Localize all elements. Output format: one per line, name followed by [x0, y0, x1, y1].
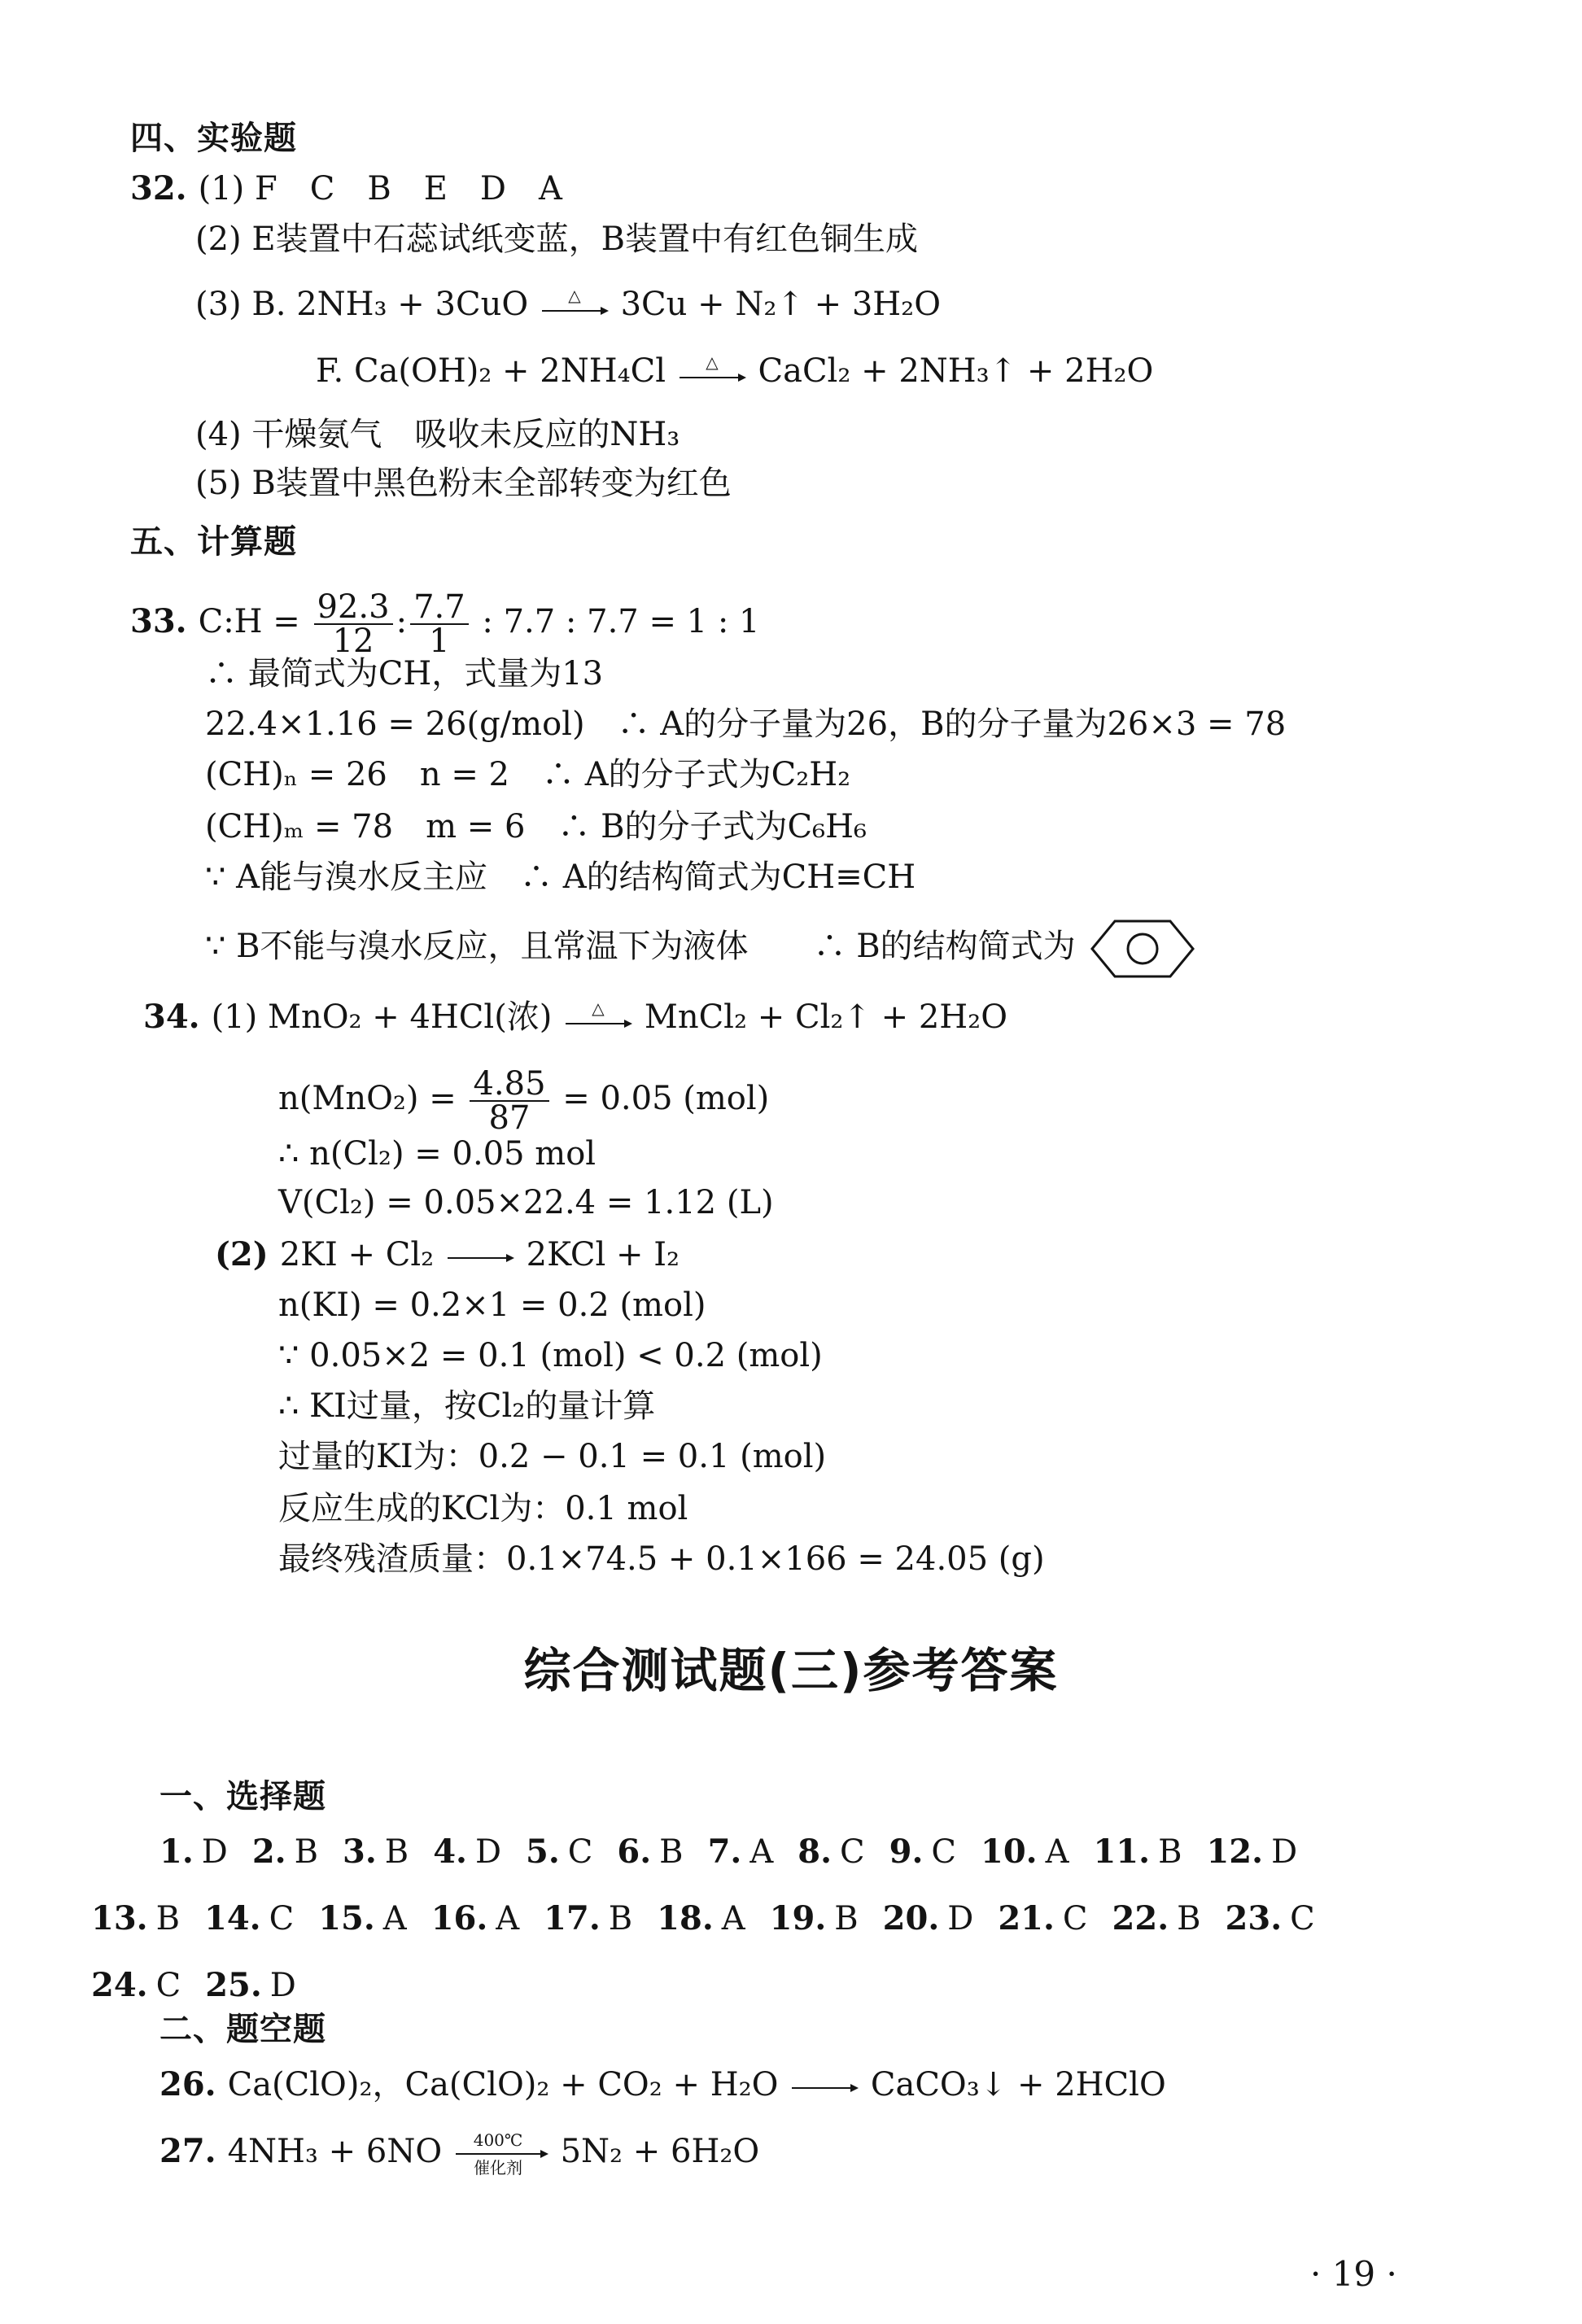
- q34-part2-equation: [215, 1232, 680, 1278]
- q34-line6: n(KI) = 0.2×1 = 0.2 (mol): [278, 1286, 706, 1324]
- answer-choice: D: [269, 1967, 296, 2004]
- q34-part1-label: (1): [211, 998, 258, 1036]
- answer-choice: D: [1271, 1833, 1298, 1871]
- q33-fraction-h: [410, 588, 469, 660]
- answer-choice: A: [1045, 1833, 1069, 1871]
- fraction-denominator: 12: [332, 622, 374, 660]
- q34-moles-suffix: = 0.05 (mol): [562, 1080, 770, 1117]
- answer-item: [205, 1963, 296, 2008]
- q27-condition-catalyst: 催化剂: [473, 2158, 522, 2178]
- answer-number: 15.: [318, 1899, 375, 1937]
- answer-choice: B: [1158, 1833, 1182, 1871]
- q33-line5: (CH)ₘ = 78 m = 6 ∴ B的分子式为C₆H₆: [205, 808, 867, 845]
- q27-lhs: 4NH₃ + 6NO: [227, 2133, 443, 2170]
- q34-line10: 反应生成的KCl为：0.1 mol: [278, 1490, 688, 1527]
- answer-item: [708, 1829, 774, 1875]
- answer-item: [770, 1896, 859, 1942]
- answer-choice: B: [608, 1900, 633, 1937]
- answer-item: [617, 1829, 683, 1875]
- q33-line7-text: ∵ B不能与溴水反应，且常温下为液体 ∴ B的结构简式为: [205, 928, 1076, 965]
- answer-item: [883, 1896, 974, 1942]
- fraction-denominator: 87: [488, 1099, 531, 1137]
- q33-number: 33.: [130, 602, 187, 640]
- answer-item: [343, 1829, 409, 1875]
- answer-number: 25.: [205, 1966, 262, 2004]
- q33-ratio: 33. C:H = $\frac{92.3}{12}$ : $\frac{7.7}{1}$ : 7.7 : 7.7 = 1 : 1: [130, 588, 760, 660]
- answer-number: 18.: [657, 1899, 714, 1937]
- q32-part2: (2) E装置中石蕊试纸变蓝，B装置中有红色铜生成: [195, 221, 918, 258]
- answer-number: 24.: [91, 1966, 148, 2004]
- answer-number: 1.: [160, 1833, 194, 1871]
- answer-number: 2.: [251, 1833, 286, 1871]
- q34-part1-lhs: MnO₂ + 4HCl(浓): [267, 998, 553, 1036]
- reaction-arrow-icon: [444, 1237, 516, 1278]
- q32-part3-label: (3) B.: [195, 286, 286, 323]
- answer-item: [431, 1896, 519, 1942]
- fraction-numerator: 4.85: [470, 1068, 548, 1102]
- heating-arrow-icon: [562, 999, 634, 1040]
- q33-line4: (CH)ₙ = 26 n = 2 ∴ A的分子式为C₂H₂: [205, 756, 851, 793]
- answer-number: 6.: [617, 1833, 652, 1871]
- answer-number: 4.: [433, 1833, 467, 1871]
- page-title: 综合测试题(三)参考答案: [523, 1643, 1059, 1698]
- q27-equation: [160, 2129, 759, 2178]
- q34-part1-rhs: MnCl₂ + Cl₂↑ + 2H₂O: [644, 998, 1008, 1036]
- answer-item: [204, 1896, 294, 1942]
- q32-part5: (5) B装置中黑色粉末全部转变为红色: [195, 465, 732, 502]
- answer-number: 14.: [204, 1899, 261, 1937]
- answer-item: [1206, 1829, 1297, 1875]
- answer-choice: D: [201, 1833, 228, 1871]
- q33-ratio-suffix: : 7.7 : 7.7 = 1 : 1: [482, 603, 760, 640]
- answer-number: 5.: [526, 1833, 560, 1871]
- answer-number: 9.: [889, 1833, 924, 1871]
- answer-item: [433, 1829, 501, 1875]
- answer-choice: B: [294, 1833, 319, 1871]
- section-title-experiment: 四、实验题: [130, 120, 297, 157]
- q33-line6: ∵ A能与溴水反主应 ∴ A的结构简式为CH≡CH: [205, 858, 916, 896]
- q32-part3-equation-b: [195, 282, 941, 327]
- fraction-denominator: 1: [429, 622, 450, 660]
- q34-number: 34.: [143, 998, 200, 1036]
- answer-choice: A: [382, 1900, 407, 1937]
- q34-part2-label: (2): [215, 1235, 269, 1273]
- benzene-ring-icon: [1086, 916, 1200, 981]
- heating-arrow-icon: [676, 353, 748, 394]
- q34-line7: ∵ 0.05×2 = 0.1 (mol) < 0.2 (mol): [278, 1337, 823, 1374]
- q34-part2-lhs: 2KI + Cl₂: [279, 1236, 435, 1273]
- q27-rhs: 5N₂ + 6H₂O: [560, 2133, 760, 2170]
- answer-choice: B: [155, 1900, 180, 1937]
- q26-number: 26.: [160, 2065, 216, 2103]
- q33-line2: ∴ 最简式为CH，式量为13: [205, 655, 604, 692]
- q32-part3f-rhs: CaCl₂ + 2NH₃↑ + 2H₂O: [758, 352, 1154, 390]
- q32-part3-equation-f: [316, 348, 1153, 394]
- q32-part1: [130, 166, 562, 212]
- q34-fraction: [470, 1065, 548, 1137]
- answer-choice: B: [834, 1900, 859, 1937]
- q34-part1-condition: △: [592, 999, 605, 1018]
- fraction-numerator: 92.3: [314, 591, 393, 625]
- answer-item: [889, 1829, 956, 1875]
- answer-number: 19.: [769, 1899, 827, 1937]
- answer-number: 16.: [430, 1899, 488, 1937]
- q34-line9: 过量的KI为：0.2 − 0.1 = 0.1 (mol): [278, 1438, 827, 1475]
- q26-lhs: Ca(ClO)₂，Ca(ClO)₂ + CO₂ + H₂O: [227, 2066, 779, 2103]
- q33-fraction-c: [314, 588, 393, 660]
- answer-choice: D: [947, 1900, 974, 1937]
- section-title-choice: 一、选择题: [160, 1778, 326, 1815]
- q34-line4: V(Cl₂) = 0.05×22.4 = 1.12 (L): [278, 1184, 774, 1221]
- answer-item: [981, 1829, 1069, 1875]
- answer-item: [318, 1896, 406, 1942]
- q32-part3-rhs: 3Cu + N₂↑ + 3H₂O: [620, 286, 941, 323]
- answer-choice: B: [1177, 1900, 1201, 1937]
- answer-item: [657, 1896, 745, 1942]
- q33-ratio-prefix: C:H =: [198, 603, 300, 640]
- answer-choice: B: [659, 1833, 684, 1871]
- answer-number: 13.: [91, 1899, 148, 1937]
- q32-part4: (4) 干燥氨气 吸收未反应的NH₃: [195, 416, 680, 453]
- q33-line7: [205, 916, 1200, 981]
- answer-choice: A: [496, 1900, 520, 1937]
- answers-row-1: [160, 1829, 1322, 1875]
- answer-choice: B: [384, 1833, 409, 1871]
- answer-choice: A: [749, 1833, 774, 1871]
- answer-choice: C: [1062, 1900, 1088, 1937]
- reaction-arrow-icon: [789, 2067, 860, 2108]
- answer-item: [526, 1829, 592, 1875]
- answer-choice: C: [269, 1900, 295, 1937]
- answer-number: 3.: [343, 1833, 377, 1871]
- answer-choice: C: [155, 1967, 181, 2004]
- answer-number: 20.: [882, 1899, 940, 1937]
- answer-number: 11.: [1093, 1833, 1151, 1871]
- q26-equation: [160, 2062, 1166, 2108]
- answers-row-2: [91, 1896, 1339, 1942]
- q34-line11: 最终残渣质量：0.1×74.5 + 0.1×166 = 24.05 (g): [278, 1540, 1045, 1578]
- q32-part1-text: (1) F C B E D A: [198, 170, 562, 208]
- answer-item: [1112, 1896, 1201, 1942]
- answer-item: [798, 1829, 864, 1875]
- answer-item: [160, 1829, 228, 1875]
- q32-part3-condition: △: [568, 286, 581, 305]
- q34-line3: ∴ n(Cl₂) = 0.05 mol: [278, 1135, 597, 1173]
- section-title-fill-blank: 二、题空题: [160, 2011, 326, 2048]
- answer-number: 10.: [980, 1833, 1038, 1871]
- answer-number: 8.: [798, 1833, 832, 1871]
- answer-number: 7.: [707, 1833, 742, 1871]
- q33-line3: 22.4×1.16 = 26(g/mol) ∴ A的分子量为26，B的分子量为26×3 = 78: [205, 706, 1287, 743]
- answer-choice: C: [840, 1833, 865, 1871]
- answer-number: 23.: [1225, 1899, 1283, 1937]
- answer-item: [1226, 1896, 1315, 1942]
- answer-item: [91, 1963, 181, 2008]
- answer-item: [1093, 1829, 1182, 1875]
- q27-condition-temperature: 400℃: [473, 2130, 523, 2150]
- answer-number: 22.: [1112, 1899, 1169, 1937]
- q32-number: 32.: [130, 169, 187, 208]
- answer-choice: C: [567, 1833, 593, 1871]
- answer-item: [544, 1896, 632, 1942]
- answer-number: 12.: [1206, 1833, 1264, 1871]
- answer-item: [252, 1829, 318, 1875]
- q34-part1-equation: [143, 994, 1007, 1040]
- answer-number: 17.: [544, 1899, 601, 1937]
- answer-choice: A: [721, 1900, 745, 1937]
- q27-number: 27.: [160, 2132, 216, 2170]
- answer-choice: D: [474, 1833, 502, 1871]
- heating-arrow-icon: [539, 286, 610, 327]
- q32-part3f-condition: △: [706, 353, 719, 372]
- answers-row-3: [91, 1963, 321, 2008]
- answer-choice: C: [1290, 1900, 1315, 1937]
- section-title-calculation: 五、计算题: [130, 523, 297, 561]
- q32-part3-lhs: 2NH₃ + 3CuO: [296, 286, 529, 323]
- q34-moles-mno2: [278, 1065, 770, 1137]
- catalyst-arrow-icon: [452, 2130, 550, 2178]
- q26-rhs: CaCO₃↓ + 2HClO: [870, 2066, 1166, 2103]
- fraction-numerator: 7.7: [410, 591, 469, 625]
- q32-part3f-label: F.: [316, 352, 344, 390]
- answer-item: [91, 1896, 180, 1942]
- q32-part3f-lhs: Ca(OH)₂ + 2NH₄Cl: [353, 352, 666, 390]
- page-number: · 19 ·: [1310, 2254, 1397, 2294]
- answer-item: [998, 1896, 1087, 1942]
- answer-choice: C: [931, 1833, 956, 1871]
- answer-number: 21.: [998, 1899, 1055, 1937]
- q34-part2-rhs: 2KCl + I₂: [526, 1236, 680, 1273]
- q34-line8: ∴ KI过量，按Cl₂的量计算: [278, 1387, 656, 1425]
- q34-moles-prefix: n(MnO₂) =: [278, 1080, 457, 1117]
